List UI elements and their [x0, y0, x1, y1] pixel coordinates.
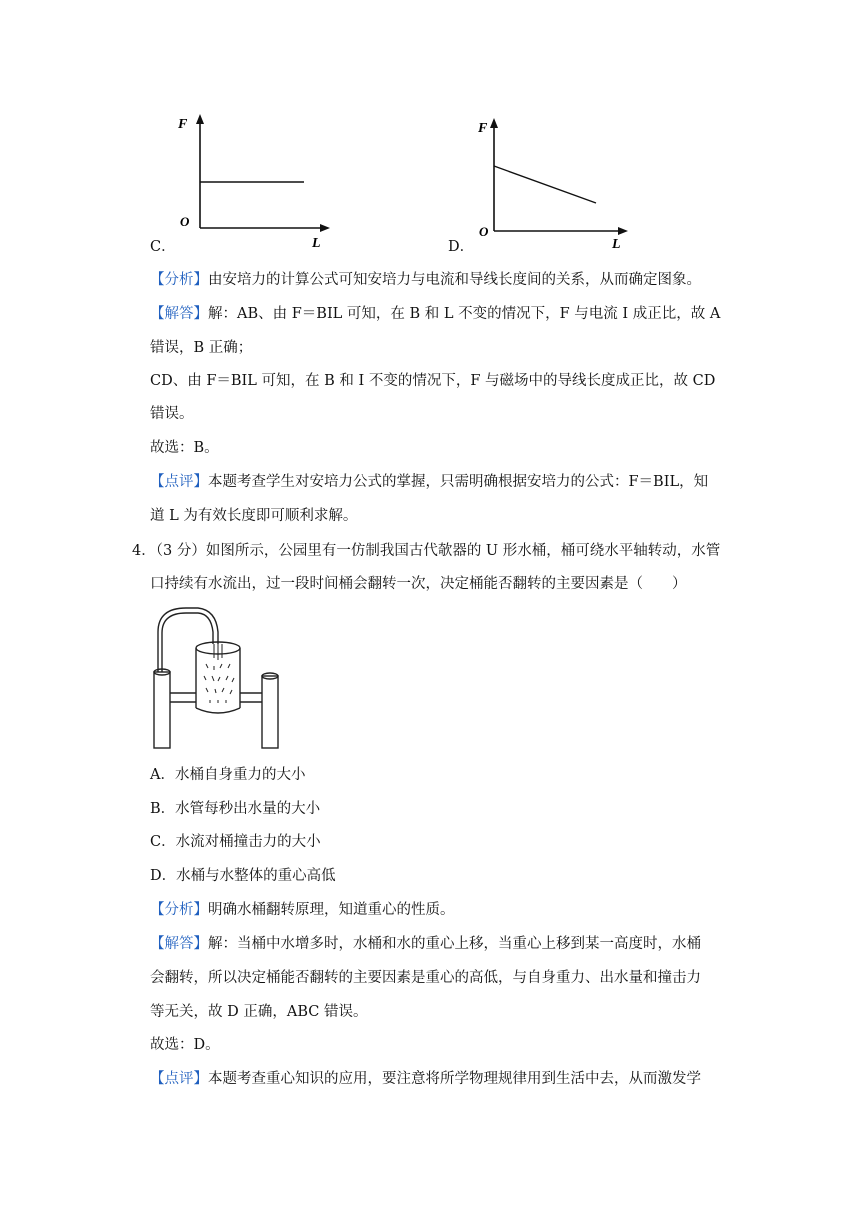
q4-analysis [150, 900, 455, 920]
q3-answer: 故选：B。 [150, 440, 219, 456]
q3-comment-tag: 【点评】 [150, 474, 208, 490]
graph-c-origin-label: O [180, 214, 190, 229]
q4-stem-text-1: （3 分）如图所示，公园里有一仿制我国古代欹器的 U 形水桶，桶可绕水平轴转动，水管 [155, 543, 721, 559]
q3-solution-line-4: 错误。 [150, 406, 194, 422]
q4-solution-line-3: 等无关，故 D 正确，ABC 错误。 [150, 1004, 368, 1020]
q3-solution-line-3: CD、由 F＝BIL 可知，在 B 和 I 不变的情况下，F 与磁场中的导线长度成正比，故 CD [150, 373, 716, 389]
q4-solution-line-1 [150, 934, 701, 954]
q4-comment-text: 本题考查重心知识的应用，要注意将所学物理规律用到生活中去，从而激发学 [208, 1071, 701, 1087]
bucket-figure [148, 606, 288, 750]
q4-solution-line-2: 会翻转，所以决定桶能否翻转的主要因素是重心的高低，与自身重力、出水量和撞击力 [150, 970, 701, 986]
left-post [154, 672, 170, 748]
q4-answer: 故选：D。 [150, 1037, 220, 1053]
right-post [262, 676, 278, 748]
q4-option-c: C．水流对桶撞击力的大小 [150, 834, 321, 850]
q3-solution-text-1: 解：AB、由 F＝BIL 可知，在 B 和 L 不变的情况下，F 与电流 I 成正比，故 A [208, 306, 721, 322]
graph-d-option-label: D． [448, 239, 475, 255]
q4-option-b: B．水管每秒出水量的大小 [150, 801, 321, 817]
graph-c [170, 112, 345, 252]
q4-solution-tag: 【解答】 [150, 936, 208, 952]
graph-d-x-axis [494, 227, 628, 235]
q3-comment-line-1 [150, 472, 708, 492]
q4-comment-tag: 【点评】 [150, 1071, 208, 1087]
graph-c-option-label: C． [150, 239, 176, 255]
q3-analysis-text: 由安培力的计算公式可知安培力与电流和导线长度间的关系，从而确定图象。 [208, 272, 701, 288]
q3-comment-line-2: 道 L 为有效长度即可顺利求解。 [150, 508, 358, 524]
q3-solution-tag: 【解答】 [150, 306, 208, 322]
graph-d-y-axis [490, 118, 498, 231]
graph-c-x-axis [200, 224, 330, 232]
graph-d-line [494, 166, 596, 203]
q4-option-d: D．水桶与水整体的重心高低 [150, 868, 336, 884]
graph-d-y-label: F [478, 121, 488, 136]
graph-d [470, 112, 650, 252]
graph-d-x-label: L [612, 237, 621, 252]
q4-stem-line-2: 口持续有水流出，过一段时间桶会翻转一次，决定桶能否翻转的主要因素是（ ） [150, 576, 687, 592]
q4-analysis-tag: 【分析】 [150, 902, 208, 918]
q4-solution-text-1: 解：当桶中水增多时，水桶和水的重心上移，当重心上移到某一高度时，水桶 [208, 936, 701, 952]
q4-analysis-text: 明确水桶翻转原理，知道重心的性质。 [208, 902, 455, 918]
q4-comment [150, 1069, 701, 1089]
water-pipe [158, 608, 218, 672]
graph-c-y-label: F [178, 117, 188, 132]
graph-c-x-label: L [312, 236, 321, 251]
q3-comment-text-1: 本题考查学生对安培力公式的掌握，只需明确根据安培力的公式：F＝BIL，知 [208, 474, 709, 490]
q4-stem-line-1 [132, 541, 720, 561]
q3-solution-line-2: 错误，B 正确； [150, 340, 253, 356]
graph-c-y-axis [196, 114, 204, 228]
graph-d-origin-label: O [479, 224, 489, 239]
q3-solution-line-1 [150, 304, 720, 324]
q3-analysis-tag: 【分析】 [150, 272, 208, 288]
q3-analysis [150, 270, 701, 290]
q4-option-a: A．水桶自身重力的大小 [150, 767, 306, 783]
q4-number: 4． [132, 543, 156, 559]
